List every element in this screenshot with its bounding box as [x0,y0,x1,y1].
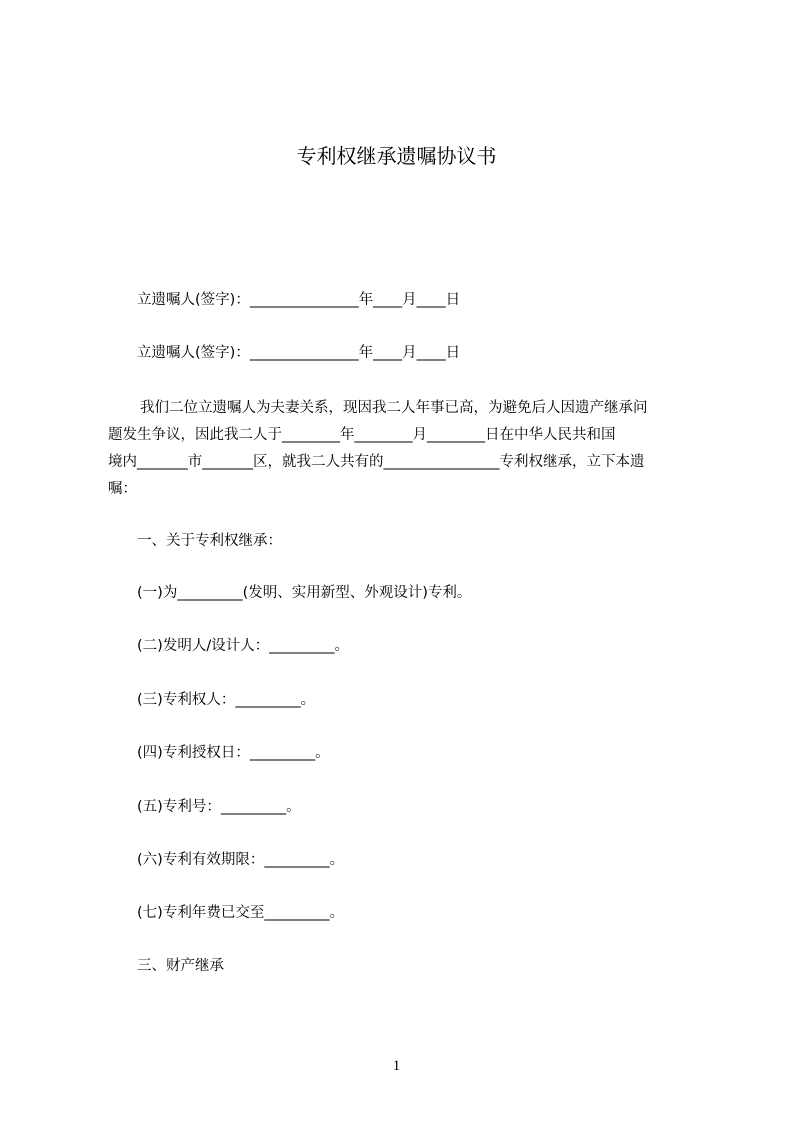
intro-line-4: 嘱： [108,481,137,497]
signature-line-1: 立遗嘱人(签字)：_______________年____月____日 [137,292,461,308]
item-2: (二)发明人/设计人：_________。 [137,638,349,654]
item-3: (三)专利权人：_________。 [137,692,316,708]
intro-line-1: 我们二位立遗嘱人为夫妻关系，现因我二人年事已高，为避免后人因遗产继承问 [140,400,648,416]
item-6: (六)专利有效期限：_________。 [137,852,345,868]
section-one-heading: 一、关于专利权继承： [137,533,282,549]
signature-line-2: 立遗嘱人(签字)：_______________年____月____日 [137,345,461,361]
intro-line-2: 题发生争议，因此我二人于________年________月________日在中华人民共和国 [108,427,616,443]
intro-paragraph [108,395,700,503]
section-three-heading: 三、财产继承 [137,958,224,974]
intro-line-3: 境内_______市_______区，就我二人共有的________________专利权继承，立下本遗 [108,454,645,470]
item-4: (四)专利授权日：_________。 [137,745,330,761]
item-5: (五)专利号：_________。 [137,799,301,815]
item-7: (七)专利年费已交至_________。 [137,905,345,921]
page-number: 1 [392,1058,401,1074]
item-1: (一)为_________(发明、实用新型、外观设计)专利。 [137,585,472,601]
document-title: 专利权继承遗嘱协议书 [296,144,497,168]
